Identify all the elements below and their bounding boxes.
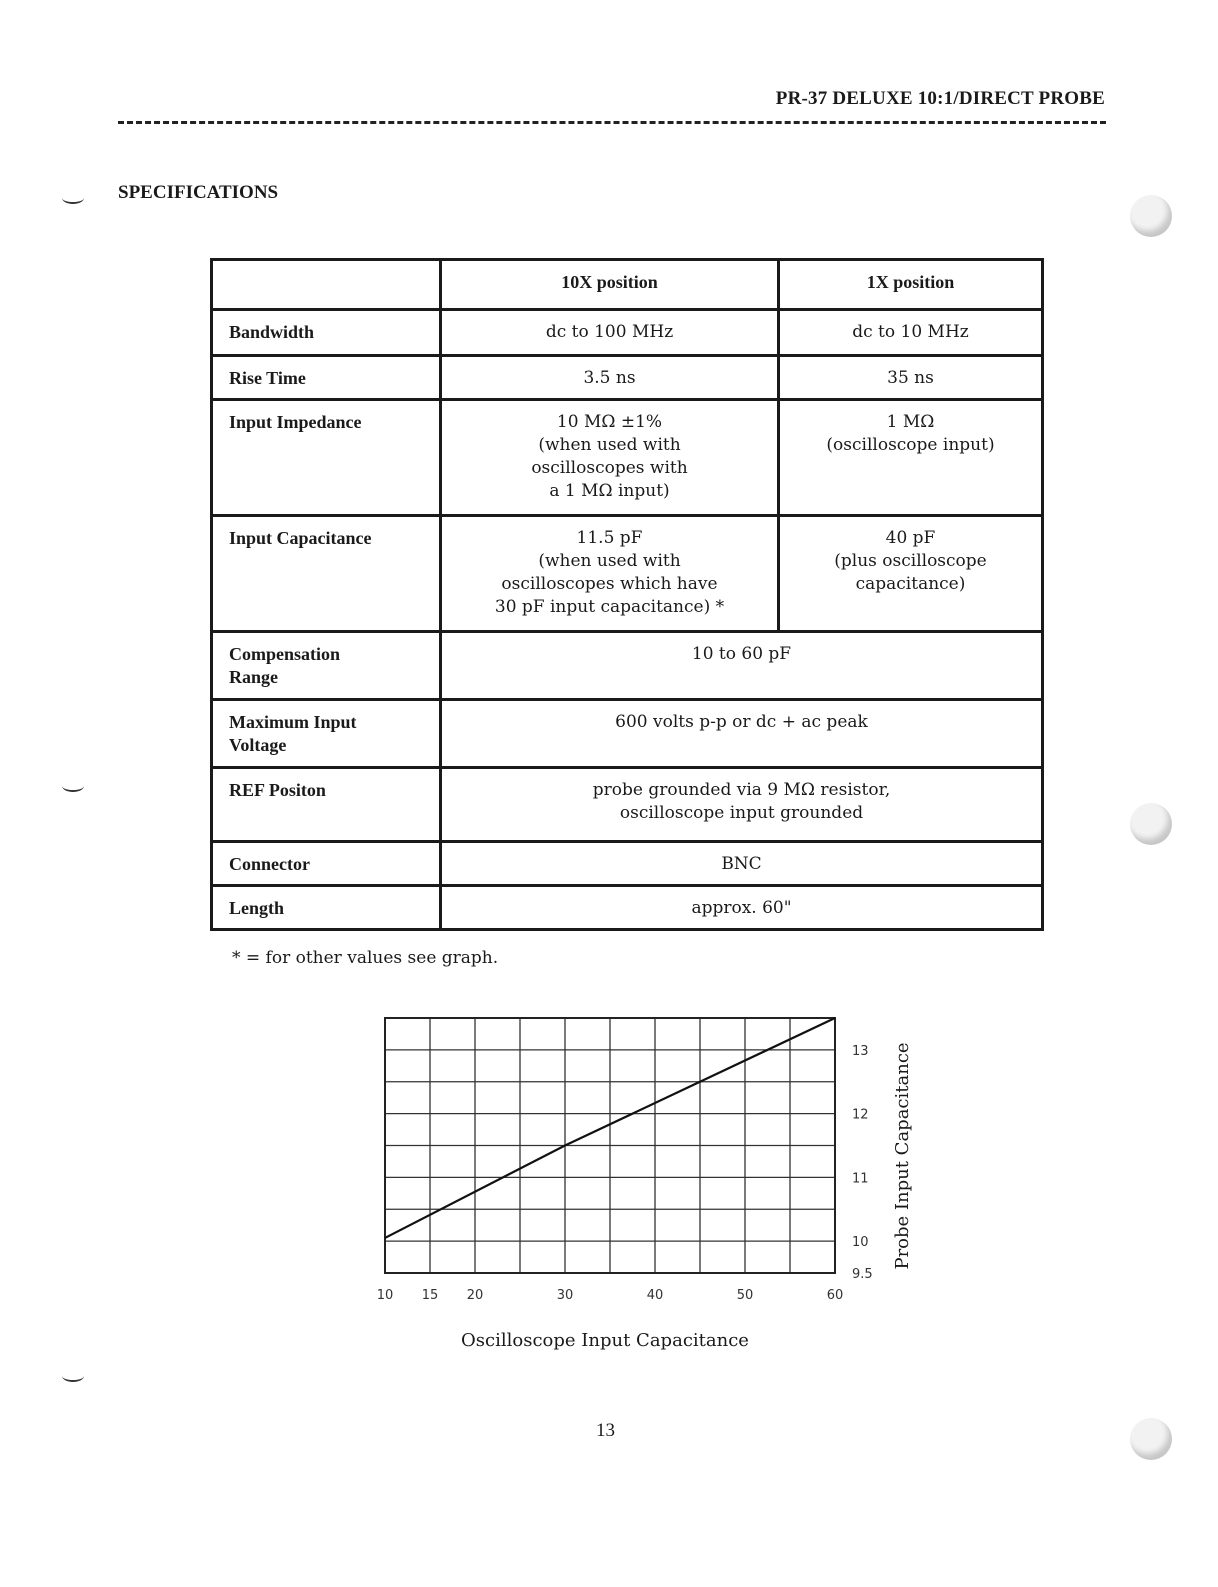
value-both: 600 volts p-p or dc + ac peak [441, 700, 1043, 768]
binder-hole [1130, 1418, 1172, 1460]
x-tick-label: 60 [826, 1288, 844, 1303]
value-both: probe grounded via 9 MΩ resistor, oscilloscope input grounded [441, 768, 1043, 842]
row-label: Bandwidth [212, 310, 441, 356]
row-label: Input Capacitance [212, 516, 441, 632]
y-tick-label: 11 [852, 1171, 869, 1187]
y-tick-label: 9.5 [852, 1267, 873, 1282]
row-label: Maximum Input Voltage [212, 700, 441, 768]
y-tick-label: 13 [852, 1043, 869, 1059]
x-axis-title: Oscilloscope Input Capacitance [461, 1330, 749, 1351]
x-tick-label: 15 [421, 1288, 439, 1303]
x-tick-label: 20 [466, 1288, 484, 1303]
row-label: Input Impedance [212, 400, 441, 516]
header-10x: 10X position [441, 260, 779, 310]
y-tick-label: 10 [852, 1235, 869, 1251]
table-row [212, 768, 1043, 842]
y-tick-labels [852, 1044, 873, 1282]
row-label: Rise Time [212, 356, 441, 400]
table-row [212, 356, 1043, 400]
row-label: REF Positon [212, 768, 441, 842]
header-divider [118, 121, 1106, 124]
binder-hole [1130, 803, 1172, 845]
header-cell-empty [212, 260, 441, 310]
value-1x: 1 MΩ (oscilloscope input) [779, 400, 1043, 516]
page-number: 13 [596, 1420, 615, 1441]
binder-hole [1130, 195, 1172, 237]
x-tick-labels [377, 1288, 844, 1303]
x-tick-label: 40 [646, 1288, 664, 1303]
y-axis-title: Probe Input Capacitance [892, 1042, 913, 1270]
specifications-table [210, 258, 1044, 931]
x-tick-label: 50 [736, 1288, 754, 1303]
graph-grid [385, 1018, 835, 1273]
margin-mark [62, 780, 84, 792]
value-10x: 3.5 ns [441, 356, 779, 400]
row-label: Connector [212, 842, 441, 886]
value-both: 10 to 60 pF [441, 632, 1043, 700]
capacitance-graph [370, 1010, 920, 1351]
x-tick-label: 30 [556, 1288, 574, 1303]
table-row [212, 400, 1043, 516]
value-1x: 40 pF (plus oscilloscope capacitance) [779, 516, 1043, 632]
margin-mark [62, 192, 84, 204]
value-1x: dc to 10 MHz [779, 310, 1043, 356]
value-10x: 10 MΩ ±1% (when used with oscilloscopes with a 1 MΩ input) [441, 400, 779, 516]
value-both: approx. 60" [441, 886, 1043, 930]
table-row [212, 842, 1043, 886]
table-row [212, 632, 1043, 700]
x-tick-label: 10 [376, 1288, 394, 1303]
row-label: Length [212, 886, 441, 930]
value-both: BNC [441, 842, 1043, 886]
row-label: Compensation Range [212, 632, 441, 700]
value-10x: 11.5 pF (when used with oscilloscopes which have 30 pF input capacitance) * [441, 516, 779, 632]
margin-mark [62, 1370, 84, 1382]
header-1x: 1X position [779, 260, 1043, 310]
value-10x: dc to 100 MHz [441, 310, 779, 356]
table-row [212, 516, 1043, 632]
table-row [212, 700, 1043, 768]
page-header-title: PR-37 DELUXE 10:1/DIRECT PROBE [775, 88, 1105, 109]
y-tick-label: 12 [852, 1107, 869, 1123]
section-title: SPECIFICATIONS [118, 182, 279, 203]
table-footnote: * = for other values see graph. [232, 948, 499, 968]
table-header-row [212, 260, 1043, 310]
table-row [212, 310, 1043, 356]
table-row [212, 886, 1043, 930]
value-1x: 35 ns [779, 356, 1043, 400]
